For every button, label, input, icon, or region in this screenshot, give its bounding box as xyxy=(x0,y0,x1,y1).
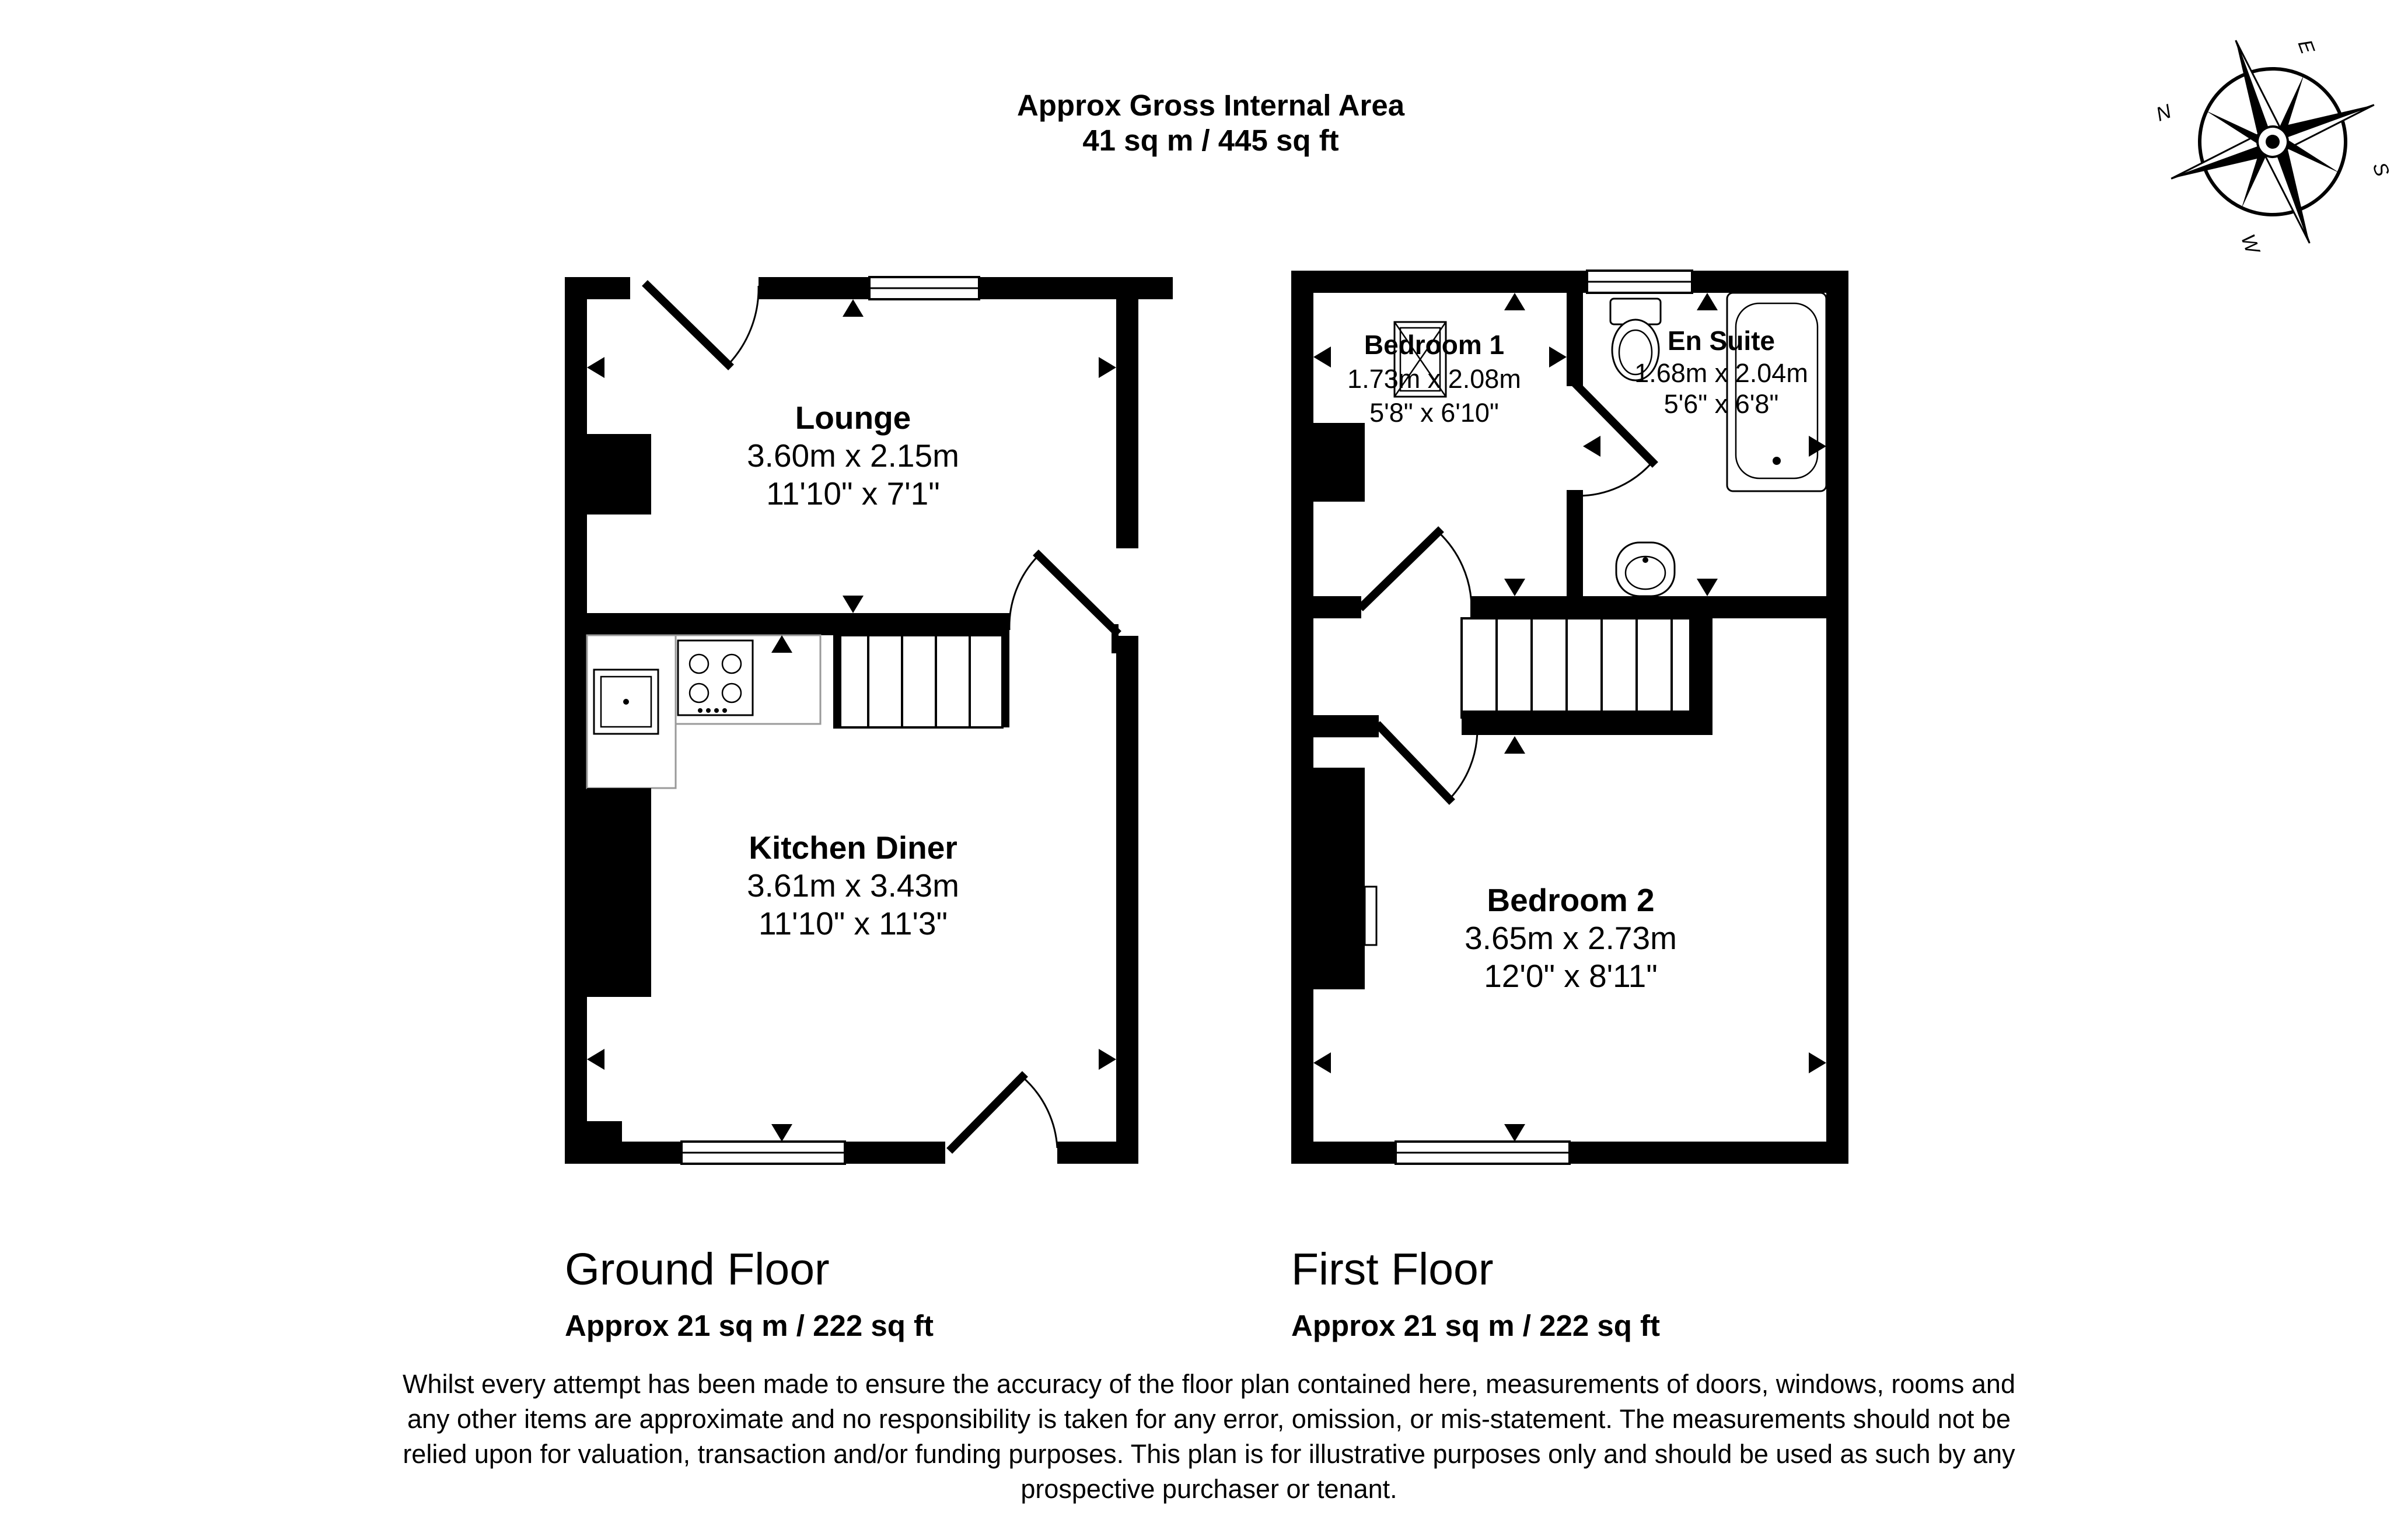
room-metric-bedroom-2: 3.65m x 2.73m xyxy=(1465,920,1677,956)
disclaimer-line: relied upon for valuation, transaction and/or funding purposes. This plan is for illustrative purposes only and should be used as such by any xyxy=(403,1439,2015,1469)
first-floor-area: Approx 21 sq m / 222 sq ft xyxy=(1291,1309,1661,1342)
wall xyxy=(1291,271,1848,293)
kitchen-units xyxy=(587,635,820,788)
room-name-en-suite: En Suite xyxy=(1667,326,1776,356)
bedroom-1-door xyxy=(1363,532,1438,606)
compass-east-label: E xyxy=(2293,37,2319,57)
bedroom-2-door xyxy=(1380,727,1449,799)
disclaimer-line: Whilst every attempt has been made to ensure the accuracy of the floor plan contained here, measurements of doors, windows, rooms and xyxy=(403,1369,2015,1399)
back-door xyxy=(952,1077,1022,1148)
disclaimer xyxy=(403,1369,2015,1504)
room-name-bedroom-1: Bedroom 1 xyxy=(1364,330,1505,360)
disclaimer-line: prospective purchaser or tenant. xyxy=(1020,1474,1397,1504)
room-name-kitchen-diner: Kitchen Diner xyxy=(749,830,957,866)
wall xyxy=(1470,596,1848,618)
hob-icon xyxy=(678,640,753,715)
header xyxy=(1017,89,1405,157)
gross-area-title: Approx Gross Internal Area xyxy=(1016,89,1405,122)
first-floor-plan xyxy=(1291,271,1848,1164)
chimney-breast xyxy=(587,434,651,514)
hall-door xyxy=(1039,555,1116,631)
room-imperial-bedroom-1: 5'8" x 6'10" xyxy=(1369,398,1499,428)
room-name-lounge: Lounge xyxy=(795,400,911,436)
ground-floor-plan xyxy=(565,274,1173,1167)
staircase xyxy=(1462,618,1712,735)
compass-rose-icon xyxy=(2134,4,2401,280)
compass-west-label: W xyxy=(2236,231,2264,257)
wall xyxy=(565,277,587,1164)
chimney-breast xyxy=(1313,768,1365,989)
wall xyxy=(1116,277,1138,1164)
en-suite-door xyxy=(1578,386,1652,462)
radiator-icon xyxy=(1365,887,1376,945)
gross-area-value: 41 sq m / 445 sq ft xyxy=(1082,124,1339,157)
room-imperial-kitchen-diner: 11'10" x 11'3" xyxy=(758,905,948,942)
room-name-bedroom-2: Bedroom 2 xyxy=(1487,882,1655,918)
compass-north-label: N xyxy=(2153,100,2175,126)
compass-south-label: S xyxy=(2368,159,2394,180)
room-metric-kitchen-diner: 3.61m x 3.43m xyxy=(747,867,959,904)
room-metric-bedroom-1: 1.73m x 2.08m xyxy=(1347,364,1521,394)
floor-labels xyxy=(565,1244,1660,1342)
wall xyxy=(1826,271,1848,1164)
room-imperial-en-suite: 5'6" x 6'8" xyxy=(1663,389,1779,419)
ground-floor-area: Approx 21 sq m / 222 sq ft xyxy=(565,1309,934,1342)
room-metric-lounge: 3.60m x 2.15m xyxy=(747,438,959,474)
wall xyxy=(565,613,1002,635)
basin-icon xyxy=(1616,542,1675,596)
chimney-breast xyxy=(1313,423,1365,502)
disclaimer-line: any other items are approximate and no responsibility is taken for any error, omission, or mis-statement. The measurements should not be xyxy=(407,1404,2011,1434)
room-imperial-lounge: 11'10" x 7'1" xyxy=(766,475,940,512)
ground-floor-title: Ground Floor xyxy=(565,1244,830,1294)
wall xyxy=(1567,293,1583,386)
first-floor-title: First Floor xyxy=(1291,1244,1494,1294)
room-metric-en-suite: 1.68m x 2.04m xyxy=(1634,358,1808,388)
room-imperial-bedroom-2: 12'0" x 8'11" xyxy=(1484,958,1658,994)
chimney-breast xyxy=(587,788,651,997)
